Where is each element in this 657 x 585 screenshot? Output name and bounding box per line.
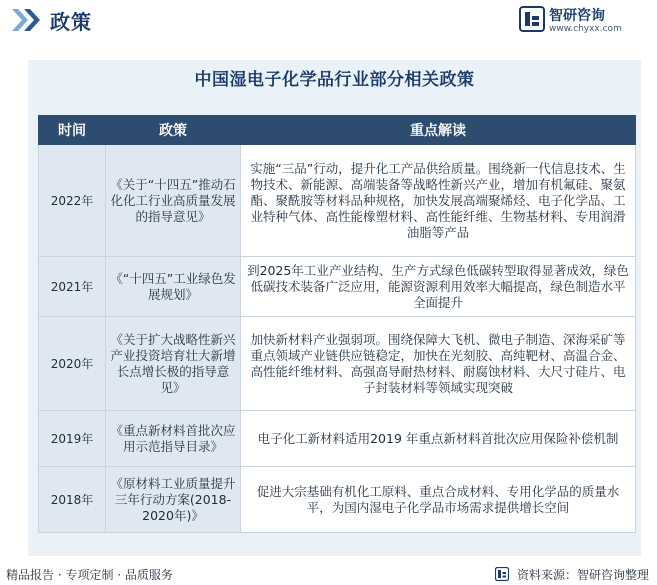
column-header-policy: 政策 xyxy=(106,116,241,145)
brand-url: www.chyxx.com xyxy=(549,24,622,34)
row-points: 到2025年工业产业结构、生产方式绿色低碳转型取得显著成效，绿色低碳技术装备广泛应用，能源资源利用效率大幅提高，绿色制造水平全面提升 xyxy=(241,257,636,317)
row-policy: 《关于扩大战略性新兴产业投资培育壮大新增长点增长极的指导意见》 xyxy=(106,317,241,411)
table-row xyxy=(39,467,636,533)
top-header xyxy=(0,0,657,40)
brand-logo-icon xyxy=(519,6,545,32)
column-header-time: 时间 xyxy=(39,116,106,145)
footer-source: 资料来源：智研咨询整理 xyxy=(516,568,649,582)
table-header-row xyxy=(39,116,636,145)
row-points: 电子化工新材料适用2019 年重点新材料首批次应用保险补偿机制 xyxy=(241,411,636,467)
row-points: 促进大宗基础有机化工原料、重点合成材料、专用化学品的质量水平，为国内湿电子化学品市场需求提供增长空间 xyxy=(241,467,636,533)
row-year: 2018年 xyxy=(39,467,106,533)
policy-panel xyxy=(28,60,641,556)
brand-name: 智研咨询 xyxy=(549,8,605,24)
row-points: 实施“三品”行动，提升化工产品供给质量。围绕新一代信息技术、生物技术、新能源、高端装备等战略性新兴产业，增加有机氟硅、聚氨酯、聚酰胺等材料品种规格，加快发展高端聚烯烃、电子化学品、工业特种气体、高性能橡塑材料、高性能纤维、生物基材料、专用润滑油脂等产品 xyxy=(241,145,636,257)
brand-block xyxy=(519,3,649,37)
row-year: 2019年 xyxy=(39,411,106,467)
footer-bar xyxy=(0,563,657,585)
row-points: 加快新材料产业强弱项。围绕保障大飞机、微电子制造、深海采矿等重点领域产业链供应链稳定，加快在光刻胶、高纯靶材、高温合金、高性能纤维材料、高强高导耐热材料、耐腐蚀材料、大尺寸硅片、电子封装材料等领域实现突破 xyxy=(241,317,636,411)
row-year: 2022年 xyxy=(39,145,106,257)
row-policy: 《关于“十四五”推动石化化工行业高质量发展的指导意见》 xyxy=(106,145,241,257)
double-arrow-icon xyxy=(12,9,46,31)
row-policy: 《“十四五”工业绿色发展规划》 xyxy=(106,257,241,317)
table-row xyxy=(39,145,636,257)
row-policy: 《重点新材料首批次应用示范指导目录》 xyxy=(106,411,241,467)
panel-title: 中国湿电子化学品行业部分相关政策 xyxy=(194,70,475,90)
brand-logo-icon xyxy=(495,567,509,581)
footer-slogan: 精品报告 · 专项定制 · 品质服务 xyxy=(6,568,173,582)
policy-table xyxy=(38,115,636,533)
section-title: 政策 xyxy=(50,10,92,34)
table-row xyxy=(39,257,636,317)
row-year: 2021年 xyxy=(39,257,106,317)
column-header-interpretation: 重点解读 xyxy=(241,116,636,145)
table-row xyxy=(39,411,636,467)
table-row xyxy=(39,317,636,411)
row-year: 2020年 xyxy=(39,317,106,411)
row-policy: 《原材料工业质量提升三年行动方案(2018-2020年)》 xyxy=(106,467,241,533)
